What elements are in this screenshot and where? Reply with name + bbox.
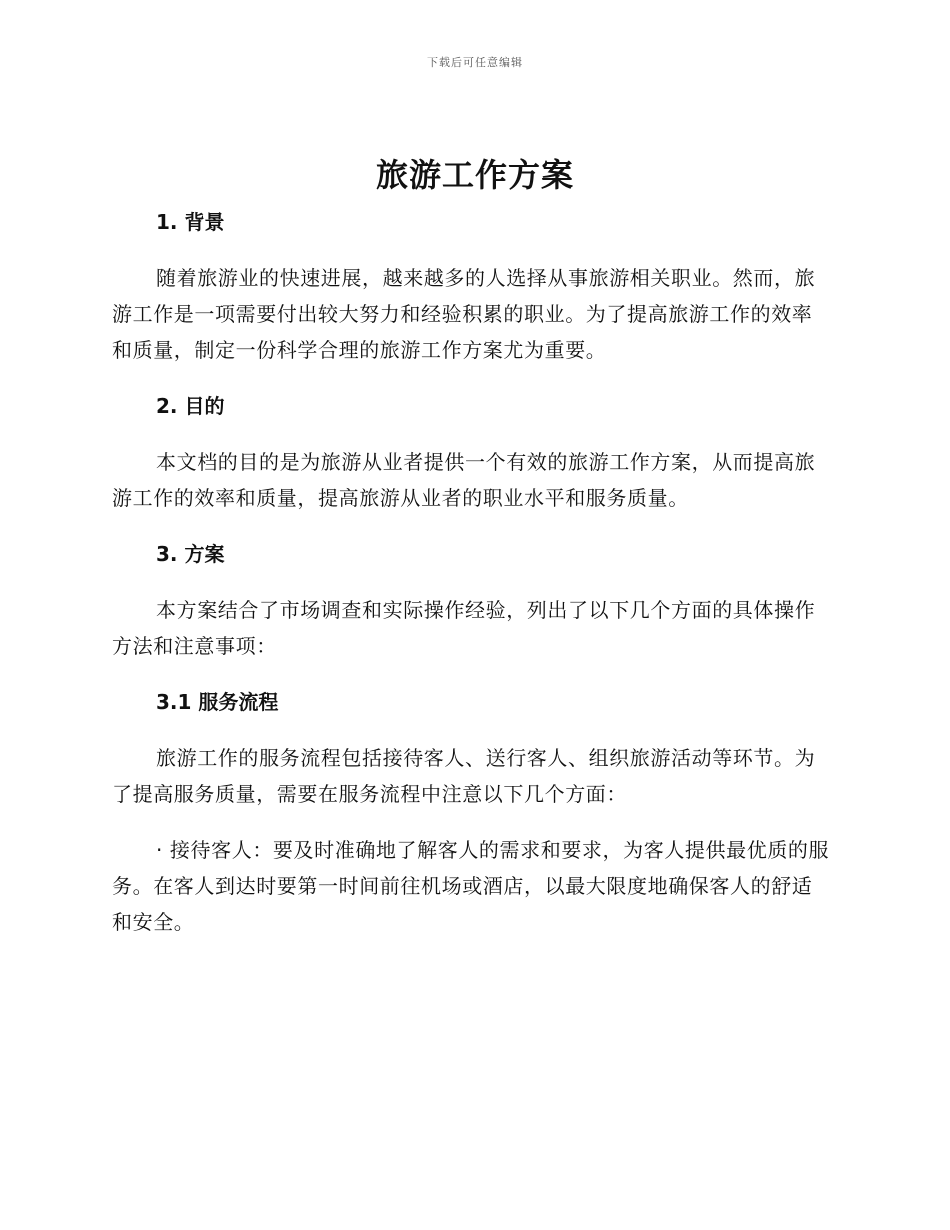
section-paragraph: 本方案结合了市场调查和实际操作经验，列出了以下几个方面的具体操作方法和注意事项： <box>112 598 816 658</box>
section-plan <box>112 536 832 664</box>
section-paragraph: 旅游工作的服务流程包括接待客人、送行客人、组织旅游活动等环节。为了提高服务质量，需要在服务流程中注意以下几个方面： <box>112 746 816 806</box>
document-body <box>112 204 832 960</box>
section-background <box>112 204 832 368</box>
section-heading: 3. 方案 <box>156 542 225 566</box>
section-heading: 3.1 服务流程 <box>156 690 279 714</box>
section-paragraph: 本文档的目的是为旅游从业者提供一个有效的旅游工作方案，从而提高旅游工作的效率和质量，提高旅游从业者的职业水平和服务质量。 <box>112 450 816 510</box>
bullet-item: · 接待客人：要及时准确地了解客人的需求和要求，为客人提供最优质的服务。在客人到达时要第一时间前往机场或酒店，以最大限度地确保客人的舒适和安全。 <box>112 838 830 934</box>
section-heading: 2. 目的 <box>156 394 225 418</box>
page-header-note: 下载后可任意编辑 <box>427 56 523 69</box>
section-purpose <box>112 388 832 516</box>
section-paragraph: 随着旅游业的快速进展，越来越多的人选择从事旅游相关职业。然而，旅游工作是一项需要付出较大努力和经验积累的职业。为了提高旅游工作的效率和质量，制定一份科学合理的旅游工作方案尤为重要。 <box>112 266 816 362</box>
section-service-process <box>112 684 832 940</box>
document-title: 旅游工作方案 <box>375 156 574 194</box>
section-heading: 1. 背景 <box>156 210 225 234</box>
